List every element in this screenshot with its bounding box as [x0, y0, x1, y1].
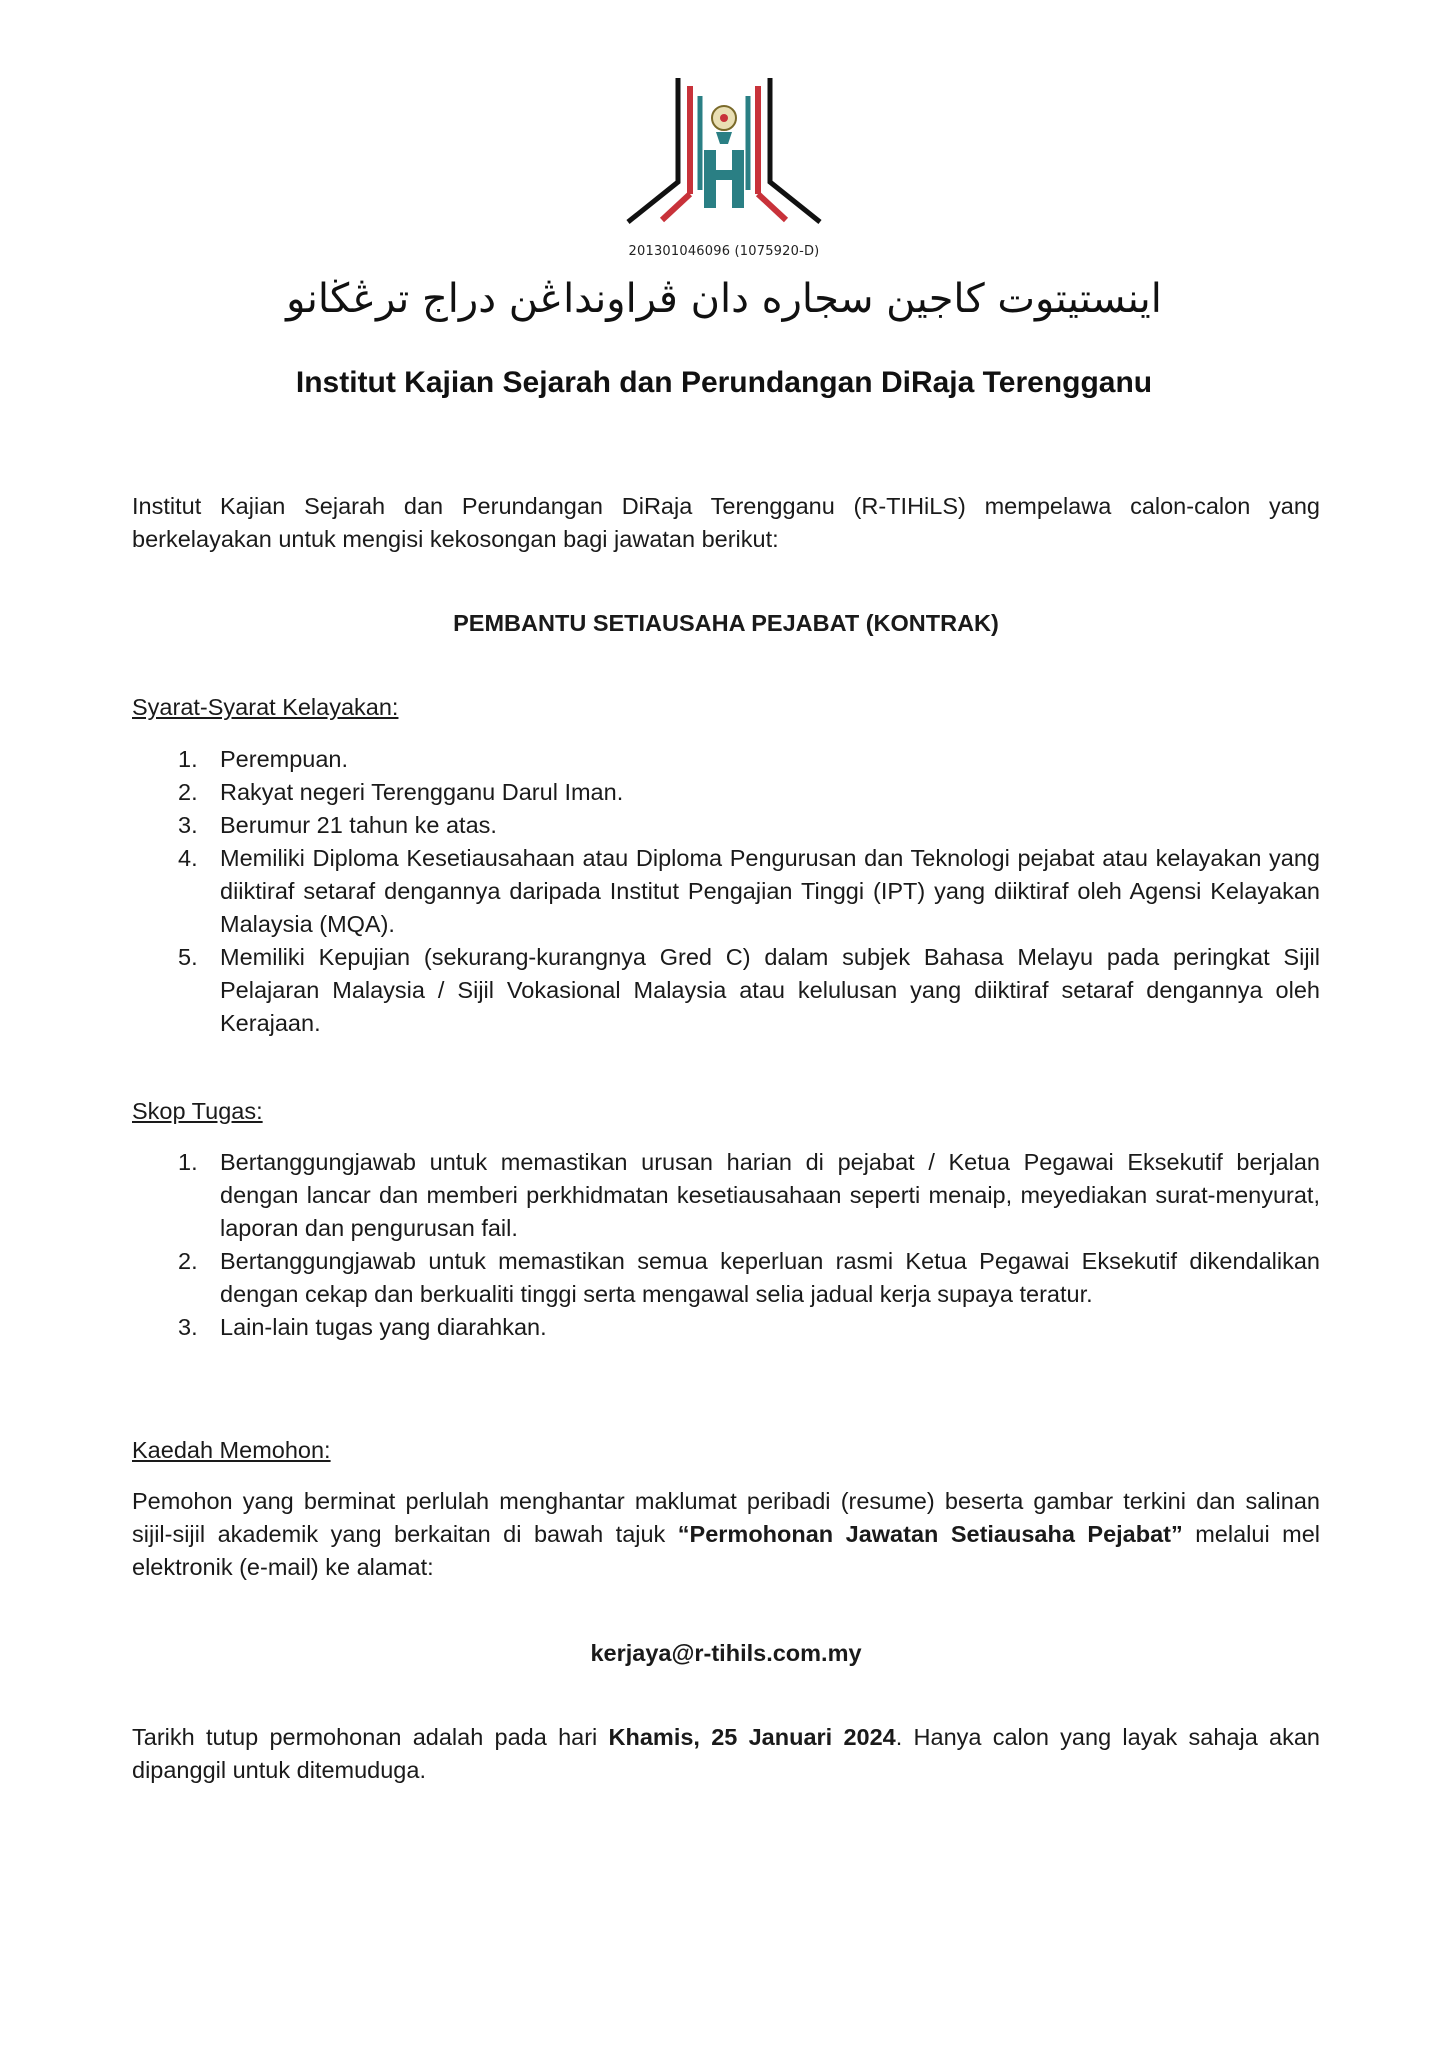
closing-text-start: Tarikh tutup permohonan adalah pada hari [132, 1724, 609, 1750]
list-text: Memiliki Diploma Kesetiausahaan atau Diploma Pengurusan dan Teknologi pejabat atau kelayakan yang diiktiraf setaraf dengannya daripada Institut Pengajian Tinggi (IPT) yang diiktiraf oleh Agensi Kelayakan Malaysia (MQA). [220, 845, 1320, 937]
application-text-start: Pemohon yang berminat perlulah menghantar maklumat peribadi (resume) beserta gambar terkini dan salinan sijil-sijil akademik yang berkaitan di bawah tajuk [132, 1488, 1320, 1547]
qualifications-heading: Syarat-Syarat Kelayakan: [132, 694, 399, 720]
closing-paragraph [132, 1721, 1320, 1787]
duties-heading: Skop Tugas: [132, 1098, 263, 1124]
list-text: Lain-lain tugas yang diarahkan. [220, 1314, 547, 1340]
institute-title: Institut Kajian Sejarah dan Perundangan DiRaja Terengganu [295, 366, 1153, 399]
duty-item [132, 1245, 1320, 1311]
application-email: kerjaya@r-tihils.com.my [590, 1640, 862, 1666]
list-number: 1. [178, 1149, 198, 1175]
intro-paragraph: Institut Kajian Sejarah dan Perundangan DiRaja Terengganu (R-TIHiLS) mempelawa calon-calon yang berkelayakan untuk mengisi kekosongan bagi jawatan berikut: [132, 493, 1320, 552]
list-text: Rakyat negeri Terengganu Darul Iman. [220, 779, 624, 805]
list-text: Bertanggungjawab untuk memastikan urusan harian di pejabat / Ketua Pegawai Eksekutif berjalan dengan lancar dan memberi perkhidmatan kesetiausahaan seperti menaip, meyediakan surat-menyurat, laporan dan pengurusan fail. [220, 1149, 1320, 1241]
qualification-item [132, 809, 1320, 842]
list-text: Perempuan. [220, 746, 349, 772]
list-number: 4. [178, 845, 198, 871]
list-text: Bertanggungjawab untuk memastikan semua keperluan rasmi Ketua Pegawai Eksekutif dikendalikan dengan cekap dan berkualiti tinggi serta mengawal selia jadual kerja supaya teratur. [220, 1248, 1320, 1307]
qualification-item [132, 743, 1320, 776]
rtihils-logo [616, 72, 832, 268]
list-number: 1. [178, 746, 198, 772]
closing-text-end: . Hanya calon yang layak sahaja akan dipanggil untuk ditemuduga. [132, 1724, 1320, 1783]
institute-name-jawi: اينستيتوت كاجين سجاره دان ڤراونداڠن دراج ترڠڬانو [286, 276, 1162, 322]
duties-list [132, 1146, 1320, 1344]
application-paragraph [132, 1485, 1320, 1584]
list-number: 2. [178, 779, 198, 805]
list-number: 5. [178, 944, 198, 970]
closing-date: Khamis, 25 Januari 2024 [608, 1724, 896, 1750]
list-number: 3. [178, 1314, 198, 1340]
position-title: PEMBANTU SETIAUSAHA PEJABAT (KONTRAK) [453, 610, 999, 636]
registration-number: 201301046096 (1075920-D) [628, 244, 820, 259]
duty-item [132, 1311, 1320, 1344]
duties-list-container [132, 1146, 1320, 1344]
duty-item [132, 1146, 1320, 1245]
qualification-item [132, 842, 1320, 941]
list-text: Memiliki Kepujian (sekurang-kurangnya Gred C) dalam subjek Bahasa Melayu pada peringkat Sijil Pelajaran Malaysia / Sijil Vokasional Malaysia atau kelulusan yang diiktiraf setaraf dengannya oleh Kerajaan. [220, 944, 1320, 1036]
list-number: 2. [178, 1248, 198, 1274]
qualification-item [132, 941, 1320, 1040]
qualifications-list-container [132, 743, 1320, 1040]
qualification-item [132, 776, 1320, 809]
application-subject-title: “Permohonan Jawatan Setiausaha Pejabat” [677, 1521, 1183, 1547]
list-text: Berumur 21 tahun ke atas. [220, 812, 497, 838]
qualifications-list [132, 743, 1320, 1040]
application-heading: Kaedah Memohon: [132, 1437, 331, 1463]
logo-emblem-graphic [616, 72, 832, 268]
application-text-end: melalui mel elektronik (e-mail) ke alamat: [132, 1521, 1321, 1580]
list-number: 3. [178, 812, 198, 838]
